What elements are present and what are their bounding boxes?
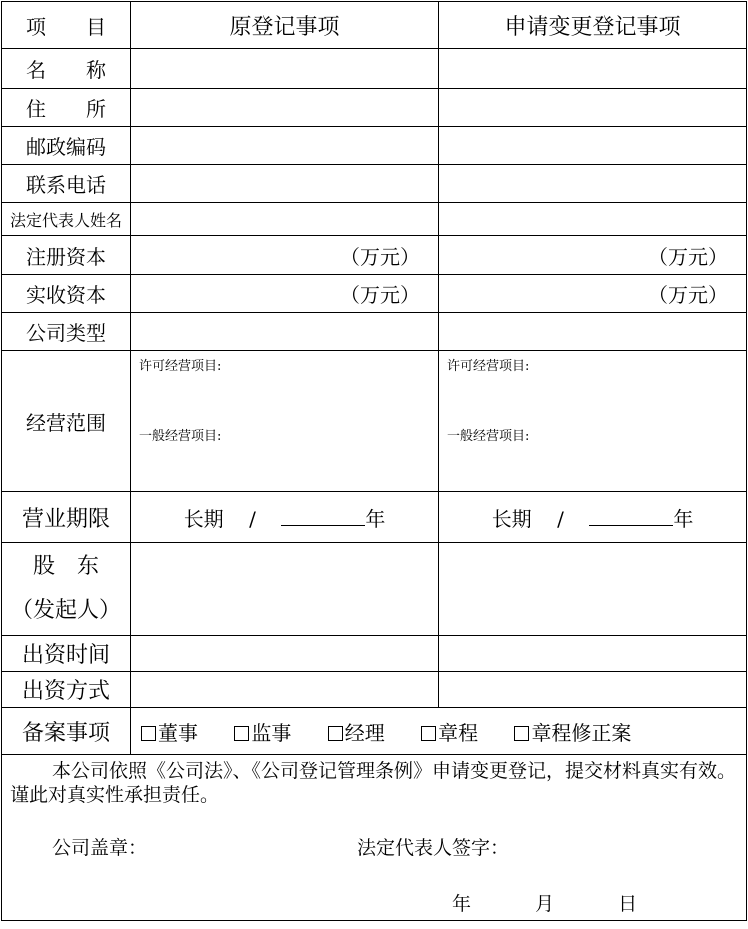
date-year: 年 — [452, 893, 472, 915]
term-year-original: 年 — [365, 506, 386, 531]
term-year-requested: 年 — [673, 506, 694, 531]
field-postcode-original[interactable] — [131, 127, 439, 165]
field-contribution-method-original[interactable] — [131, 672, 439, 708]
field-phone-requested[interactable] — [439, 165, 747, 203]
term-years-input-requested[interactable] — [589, 507, 673, 526]
label-company-type: 公司类型 — [2, 313, 131, 351]
label-reg-capital: 注册资本 — [2, 236, 131, 275]
field-name-requested[interactable] — [439, 49, 747, 89]
row-filing — [2, 708, 747, 755]
label-paid-capital: 实收资本 — [2, 275, 131, 313]
field-paid-capital-original[interactable]: （万元） — [131, 275, 439, 313]
field-term-original[interactable] — [131, 492, 439, 543]
declaration-block — [2, 755, 747, 921]
term-slash-original: / — [249, 506, 256, 531]
field-scope-original[interactable] — [131, 351, 439, 492]
scope-general-requested: 一般经营项目: — [447, 429, 530, 444]
field-paid-capital-requested[interactable]: （万元） — [439, 275, 747, 313]
row-business-term — [2, 492, 747, 543]
checkbox-icon[interactable] — [328, 726, 343, 741]
legal-rep-signature-label: 法定代表人签字： — [357, 837, 510, 859]
field-legal-rep-requested[interactable] — [439, 203, 747, 236]
checkbox-icon[interactable] — [421, 726, 436, 741]
field-shareholder-requested[interactable] — [439, 543, 747, 636]
row-name — [2, 49, 747, 89]
row-postcode — [2, 127, 747, 165]
label-filing: 备案事项 — [2, 708, 131, 755]
filing-option-articles-amendment[interactable]: 章程修正案 — [514, 717, 631, 746]
date-day: 日 — [618, 893, 638, 915]
checkbox-icon[interactable] — [514, 726, 529, 741]
label-contribution-method: 出资方式 — [2, 672, 131, 708]
row-company-type — [2, 313, 747, 351]
row-shareholder — [2, 543, 747, 636]
label-shareholder-line1: 股 东 — [32, 554, 99, 579]
row-paid-capital — [2, 275, 747, 313]
label-address: 住 所 — [2, 89, 131, 127]
declaration-date — [452, 889, 665, 916]
field-company-type-original[interactable] — [131, 313, 439, 351]
label-name: 名 称 — [2, 49, 131, 89]
row-business-scope — [2, 351, 747, 492]
filing-option-manager[interactable]: 经理 — [328, 717, 385, 746]
date-month: 月 — [535, 893, 555, 915]
label-business-term: 营业期限 — [2, 492, 131, 543]
field-legal-rep-original[interactable] — [131, 203, 439, 236]
term-years-input-original[interactable] — [281, 507, 365, 526]
term-long-original: 长期 — [183, 506, 224, 531]
label-shareholder-line2: （发起人） — [10, 598, 121, 623]
row-contribution-method — [2, 672, 747, 708]
field-address-requested[interactable] — [439, 89, 747, 127]
field-address-original[interactable] — [131, 89, 439, 127]
field-shareholder-original[interactable] — [131, 543, 439, 636]
scope-general-original: 一般经营项目: — [139, 429, 222, 444]
filing-option-articles[interactable]: 章程 — [421, 717, 478, 746]
row-address — [2, 89, 747, 127]
field-postcode-requested[interactable] — [439, 127, 747, 165]
row-phone — [2, 165, 747, 203]
field-scope-requested[interactable] — [439, 351, 747, 492]
label-phone: 联系电话 — [2, 165, 131, 203]
field-contribution-time-requested[interactable] — [439, 636, 747, 672]
field-reg-capital-requested[interactable]: （万元） — [439, 236, 747, 275]
checkbox-icon[interactable] — [141, 726, 156, 741]
field-reg-capital-original[interactable]: （万元） — [131, 236, 439, 275]
field-company-type-requested[interactable] — [439, 313, 747, 351]
label-contribution-time: 出资时间 — [2, 636, 131, 672]
term-slash-requested: / — [557, 506, 564, 531]
filing-option-supervisor[interactable]: 监事 — [234, 717, 291, 746]
checkbox-icon[interactable] — [234, 726, 249, 741]
field-contribution-time-original[interactable] — [131, 636, 439, 672]
row-declaration — [2, 755, 747, 921]
company-seal-label: 公司盖章： — [52, 837, 148, 859]
label-legal-rep: 法定代表人姓名 — [2, 203, 131, 236]
filing-options — [131, 708, 747, 755]
label-business-scope: 经营范围 — [2, 351, 131, 492]
declaration-text: 本公司依照《公司法》、《公司登记管理条例》申请变更登记，提交材料真实有效。谨此对真实性承担责任。 — [10, 760, 737, 806]
field-contribution-method-requested[interactable] — [439, 672, 747, 708]
label-postcode: 邮政编码 — [2, 127, 131, 165]
field-name-original[interactable] — [131, 49, 439, 89]
header-item: 项 目 — [2, 2, 131, 49]
label-shareholder — [2, 543, 131, 636]
header-row — [2, 2, 747, 49]
field-term-requested[interactable] — [439, 492, 747, 543]
header-requested: 申请变更登记事项 — [439, 2, 747, 49]
field-phone-original[interactable] — [131, 165, 439, 203]
row-reg-capital — [2, 236, 747, 275]
term-long-requested: 长期 — [491, 506, 532, 531]
change-registration-form — [1, 1, 747, 921]
row-contribution-time — [2, 636, 747, 672]
scope-licensed-requested: 许可经营项目: — [447, 359, 530, 374]
scope-licensed-original: 许可经营项目: — [139, 359, 222, 374]
header-original: 原登记事项 — [131, 2, 439, 49]
filing-option-director[interactable]: 董事 — [141, 717, 198, 746]
row-legal-rep — [2, 203, 747, 236]
